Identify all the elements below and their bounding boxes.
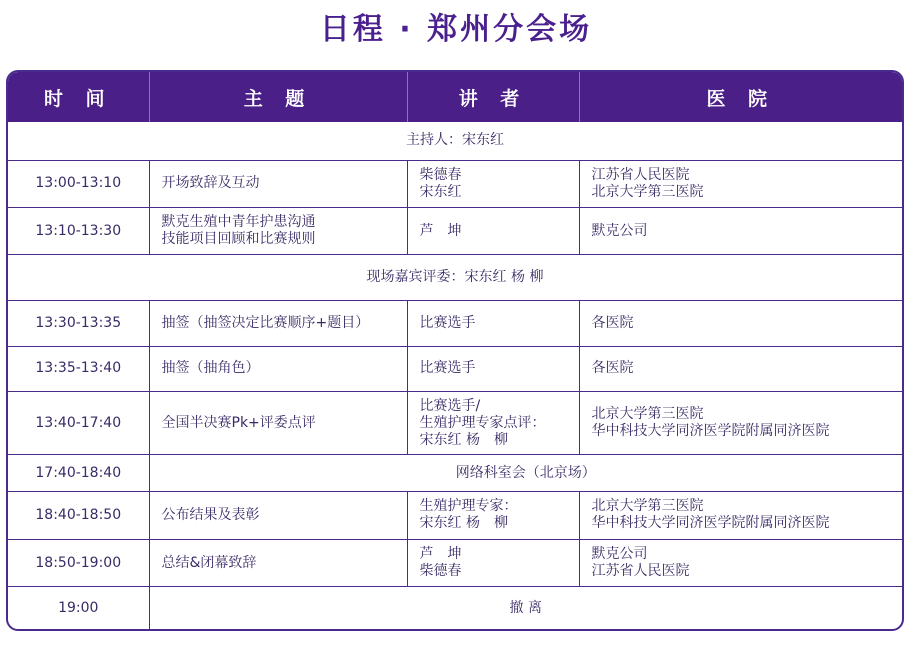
- time-cell: 18:40-18:50: [8, 491, 149, 539]
- hospital-line: 江苏省人民医院: [591, 563, 690, 580]
- hospital-line: 华中科技大学同济医学院附属同济医院: [591, 423, 830, 440]
- speaker-line: 比赛选手: [419, 360, 476, 377]
- host-row: [8, 122, 902, 160]
- hospital-cell: [579, 300, 902, 346]
- table-row: [8, 207, 902, 254]
- hospital-cell: [579, 346, 902, 391]
- speaker-line: 比赛选手: [419, 314, 476, 331]
- hospital-line: 各医院: [591, 314, 634, 331]
- hospital-line: 华中科技大学同济医学院附属同济医院: [591, 515, 830, 532]
- table-header-row: [8, 72, 902, 122]
- speaker-line: 比赛选手/: [419, 397, 481, 414]
- speaker-cell: [407, 392, 579, 455]
- header-topic: 主 题: [149, 72, 407, 122]
- speaker-line: 宋东红: [419, 183, 462, 200]
- speaker-line: 宋东红 杨 柳: [419, 431, 508, 448]
- hospital-cell: [579, 207, 902, 254]
- time-cell: 19:00: [8, 587, 149, 629]
- host-cell: 主持人：宋东红: [8, 122, 902, 160]
- topic-cell: [149, 392, 407, 455]
- hospital-cell: [579, 491, 902, 539]
- speaker-cell: [407, 160, 579, 207]
- hospital-cell: [579, 392, 902, 455]
- topic-cell: [149, 160, 407, 207]
- header-time: 时 间: [8, 72, 149, 122]
- hospital-line: 默克公司: [591, 546, 648, 563]
- time-cell: 17:40-18:40: [8, 455, 149, 491]
- speaker-line: 宋东红 杨 柳: [419, 515, 508, 532]
- table-row: [8, 491, 902, 539]
- table-row: [8, 300, 902, 346]
- table-row: [8, 160, 902, 207]
- topic-cell: [149, 300, 407, 346]
- topic-cell: [149, 207, 407, 254]
- hospital-line: 各医院: [591, 360, 634, 377]
- table-row: [8, 587, 902, 629]
- topic-line: 总结&闭幕致辞: [161, 554, 257, 571]
- table-row: [8, 346, 902, 391]
- speaker-line: 芦 坤: [419, 222, 462, 239]
- topic-line: 全国半决赛Pk+评委点评: [161, 414, 316, 431]
- speaker-line: 柴德春: [419, 166, 462, 183]
- topic-cell: [149, 346, 407, 391]
- speaker-cell: [407, 300, 579, 346]
- merged-cell: 撤 离: [509, 599, 542, 616]
- speaker-line: 生殖护理专家：: [419, 498, 518, 515]
- header-hospital: 医 院: [579, 72, 902, 122]
- time-cell: 13:10-13:30: [8, 207, 149, 254]
- hospital-line: 默克公司: [591, 222, 648, 239]
- topic-line: 开场致辞及互动: [161, 175, 260, 192]
- hospital-cell: [579, 160, 902, 207]
- topic-line: 公布结果及表彰: [161, 506, 260, 523]
- merged-cell: 网络科室会（北京场）: [149, 455, 902, 491]
- page-title: 日程 · 郑州分会场: [319, 12, 593, 47]
- topic-line: 技能项目回顾和比赛规则: [161, 231, 316, 248]
- topic-line: 默克生殖中青年护患沟通: [161, 214, 316, 231]
- header-speaker: 讲 者: [407, 72, 579, 122]
- judges-cell: 现场嘉宾评委：宋东红 杨 柳: [8, 255, 902, 300]
- speaker-cell: [407, 491, 579, 539]
- speaker-line: 芦 坤: [419, 546, 462, 563]
- time-cell: 13:35-13:40: [8, 346, 149, 391]
- topic-cell: [149, 539, 407, 586]
- speaker-line: 柴德春: [419, 563, 462, 580]
- topic-line: 抽签（抽签决定比赛顺序+题目）: [161, 314, 370, 331]
- table-row: [8, 455, 902, 491]
- judges-row: [8, 255, 902, 300]
- hospital-line: 北京大学第三医院: [591, 498, 704, 515]
- table-row: [8, 392, 902, 455]
- time-cell: 13:30-13:35: [8, 300, 149, 346]
- table-row: [8, 539, 902, 586]
- hospital-line: 江苏省人民医院: [591, 166, 690, 183]
- time-cell: 13:00-13:10: [8, 160, 149, 207]
- time-cell: 18:50-19:00: [8, 539, 149, 586]
- hospital-line: 北京大学第三医院: [591, 183, 704, 200]
- hospital-cell: [579, 539, 902, 586]
- time-cell: 13:40-17:40: [8, 392, 149, 455]
- topic-line: 抽签（抽角色）: [161, 360, 260, 377]
- speaker-cell: [407, 346, 579, 391]
- topic-cell: [149, 491, 407, 539]
- speaker-cell: [407, 207, 579, 254]
- schedule-table: [6, 70, 904, 631]
- speaker-line: 生殖护理专家点评：: [419, 414, 546, 431]
- hospital-line: 北京大学第三医院: [591, 406, 704, 423]
- speaker-cell: [407, 539, 579, 586]
